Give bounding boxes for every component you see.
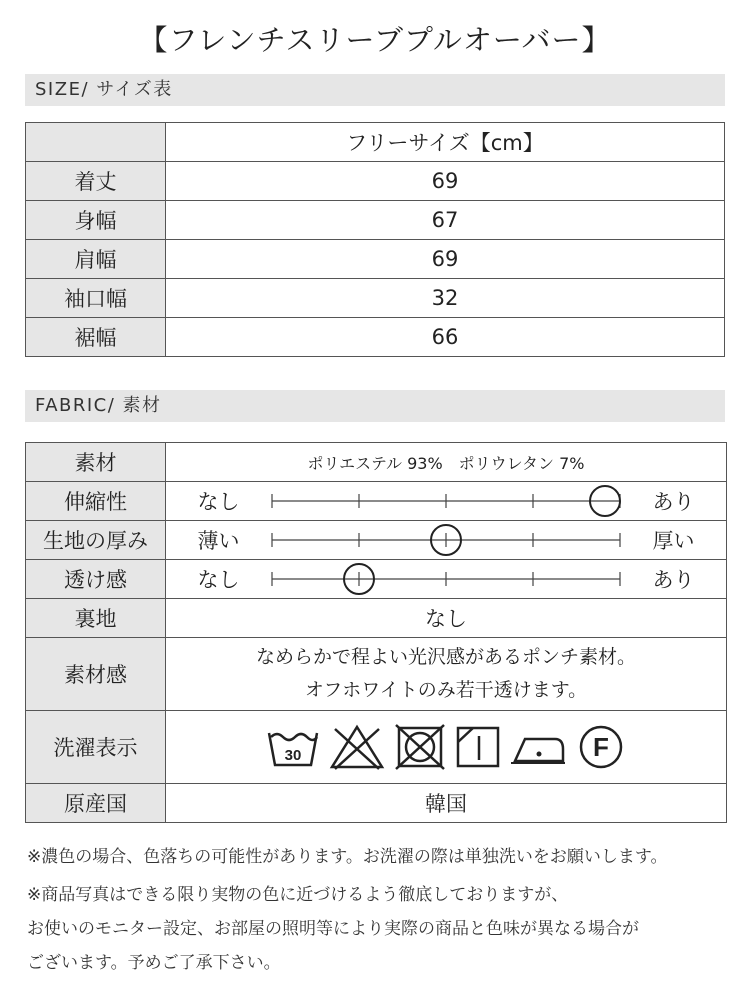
size-row-value: 69 bbox=[166, 240, 725, 279]
scale-left-label: なし bbox=[197, 568, 240, 592]
note-line: ございます。予めご了承下さい。 bbox=[27, 953, 281, 973]
table-row bbox=[26, 599, 727, 638]
line-dry-icon bbox=[455, 724, 501, 770]
dry-clean-f-icon bbox=[577, 723, 625, 771]
size-header-row bbox=[26, 123, 725, 162]
care-icons-cell bbox=[166, 711, 727, 784]
scale-right-label: あり bbox=[652, 490, 695, 514]
size-header-empty bbox=[26, 123, 166, 162]
size-row-label: 肩幅 bbox=[26, 240, 166, 279]
origin-value: 韓国 bbox=[166, 784, 727, 823]
fabric-section-heading: FABRIC/ 素材 bbox=[25, 390, 725, 422]
size-row-value: 67 bbox=[166, 201, 725, 240]
iron-low-icon bbox=[511, 727, 567, 767]
table-row bbox=[26, 638, 727, 711]
material-value: ポリエステル 93% ポリウレタン 7% bbox=[166, 443, 727, 482]
size-column-header: フリーサイズ【cm】 bbox=[166, 123, 725, 162]
table-row bbox=[26, 560, 727, 599]
scale-right-label: あり bbox=[652, 568, 695, 592]
wash-temp-text: 30 bbox=[284, 747, 302, 764]
thickness-scale bbox=[271, 521, 621, 559]
no-bleach-icon bbox=[329, 723, 385, 771]
scale-right-label: 厚い bbox=[652, 529, 695, 553]
care-label: 洗濯表示 bbox=[26, 711, 166, 784]
note-line: お使いのモニター設定、お部屋の照明等により実際の商品と色味が異なる場合が bbox=[27, 919, 639, 939]
texture-label: 素材感 bbox=[26, 638, 166, 711]
page-title: 【フレンチスリーブプルオーバー】 bbox=[138, 23, 612, 57]
table-row bbox=[26, 318, 725, 357]
texture-line: なめらかで程よい光沢感があるポンチ素材。 bbox=[255, 646, 636, 668]
size-row-value: 69 bbox=[166, 162, 725, 201]
stretch-scale-cell bbox=[166, 482, 727, 521]
table-row bbox=[26, 201, 725, 240]
table-row bbox=[26, 482, 727, 521]
wash-30-icon bbox=[267, 725, 319, 769]
size-row-label: 袖口幅 bbox=[26, 279, 166, 318]
size-row-label: 着丈 bbox=[26, 162, 166, 201]
scale-left-label: 薄い bbox=[197, 529, 240, 553]
table-row bbox=[26, 162, 725, 201]
thickness-scale-cell bbox=[166, 521, 727, 560]
size-row-value: 32 bbox=[166, 279, 725, 318]
no-tumble-dry-icon bbox=[395, 724, 445, 770]
thickness-label: 生地の厚み bbox=[26, 521, 166, 560]
dry-clean-letter: F bbox=[593, 732, 609, 762]
table-row bbox=[26, 784, 727, 823]
note-line: ※商品写真はできる限り実物の色に近づけるよう徹底しておりますが、 bbox=[27, 885, 569, 905]
origin-label: 原産国 bbox=[26, 784, 166, 823]
sheerness-scale bbox=[271, 560, 621, 598]
note-line: ※濃色の場合、色落ちの可能性があります。お洗濯の際は単独洗いをお願いします。 bbox=[27, 847, 668, 867]
sheerness-scale-cell bbox=[166, 560, 727, 599]
table-row bbox=[26, 240, 725, 279]
size-section-heading: SIZE/ サイズ表 bbox=[25, 74, 725, 106]
table-row bbox=[26, 711, 727, 784]
table-row bbox=[26, 521, 727, 560]
size-table bbox=[25, 122, 725, 357]
sheerness-label: 透け感 bbox=[26, 560, 166, 599]
table-row bbox=[26, 279, 725, 318]
lining-label: 裏地 bbox=[26, 599, 166, 638]
table-row bbox=[26, 443, 727, 482]
material-label: 素材 bbox=[26, 443, 166, 482]
size-row-value: 66 bbox=[166, 318, 725, 357]
size-row-label: 身幅 bbox=[26, 201, 166, 240]
size-row-label: 裾幅 bbox=[26, 318, 166, 357]
fabric-table bbox=[25, 442, 727, 823]
texture-line: オフホワイトのみ若干透けます。 bbox=[304, 679, 588, 701]
notes bbox=[27, 840, 727, 980]
texture-value bbox=[166, 638, 727, 711]
scale-left-label: なし bbox=[197, 490, 240, 514]
lining-value: なし bbox=[166, 599, 727, 638]
stretch-scale bbox=[271, 482, 621, 520]
stretch-label: 伸縮性 bbox=[26, 482, 166, 521]
